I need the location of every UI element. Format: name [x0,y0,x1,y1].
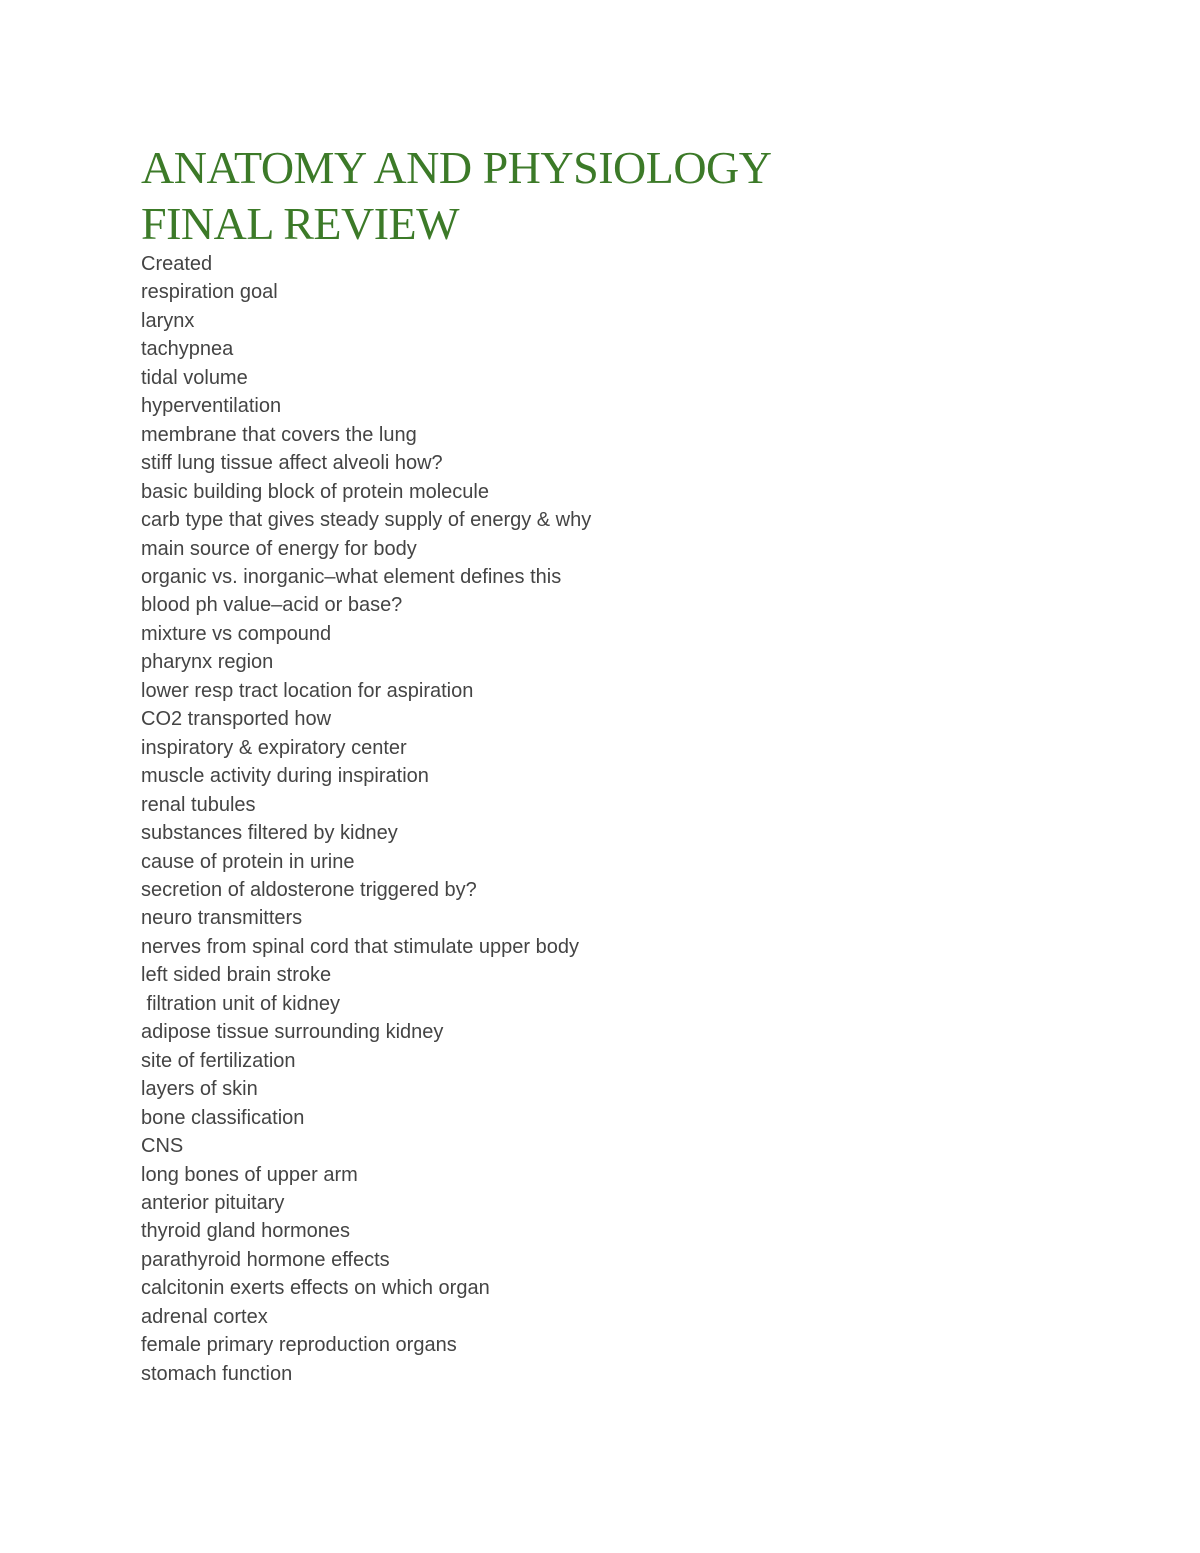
review-topic-list [141,250,1041,1388]
review-topic-item: blood ph value–acid or base? [141,594,403,617]
review-topic-item: tidal volume [141,366,248,389]
document-title [141,140,1041,252]
review-topic-item: adrenal cortex [141,1305,268,1328]
review-topic-item: stomach function [141,1362,293,1385]
review-topic-item: long bones of upper arm [141,1163,358,1186]
review-topic-item: pharynx region [141,651,274,674]
review-topic-item: site of fertilization [141,1049,296,1072]
review-topic-item: larynx [141,309,195,332]
review-topic-item: layers of skin [141,1078,258,1101]
review-topic-item: basic building block of protein molecule [141,480,489,503]
review-topic-item: female primary reproduction organs [141,1334,457,1357]
review-topic-item: adipose tissue surrounding kidney [141,1021,444,1044]
review-topic-item: lower resp tract location for aspiration [141,679,474,702]
review-topic-item: neuro transmitters [141,907,303,930]
review-topic-item: CNS [141,1135,184,1158]
review-topic-item: filtration unit of kidney [141,992,340,1015]
title-line-2: FINAL REVIEW [141,198,460,249]
review-topic-item: parathyroid hormone effects [141,1248,390,1271]
review-topic-item: bone classification [141,1106,305,1129]
review-topic-item: respiration goal [141,281,278,304]
review-topic-item: tachypnea [141,338,234,361]
review-topic-item: anterior pituitary [141,1191,285,1214]
review-topic-item: inspiratory & expiratory center [141,736,407,759]
review-topic-item: cause of protein in urine [141,850,355,873]
review-topic-item: mixture vs compound [141,622,332,645]
title-line-1: ANATOMY AND PHYSIOLOGY [141,142,772,193]
review-topic-item: substances filtered by kidney [141,822,398,845]
review-topic-item: thyroid gland hormones [141,1220,351,1243]
review-topic-item: membrane that covers the lung [141,423,417,446]
review-topic-item: main source of energy for body [141,537,417,560]
review-topic-item: hyperventilation [141,395,282,418]
review-topic-item: secretion of aldosterone triggered by? [141,878,477,901]
review-topic-item: CO2 transported how [141,708,332,731]
review-topic-item: stiff lung tissue affect alveoli how? [141,452,443,475]
review-topic-item: organic vs. inorganic–what element defines this [141,565,562,588]
review-topic-item: calcitonin exerts effects on which organ [141,1277,490,1300]
review-topic-item: carb type that gives steady supply of energy & why [141,509,592,532]
review-topic-item: muscle activity during inspiration [141,765,429,788]
created-label: Created [141,253,213,275]
review-topic-item: renal tubules [141,793,256,816]
review-topic-item: nerves from spinal cord that stimulate upper body [141,935,579,958]
review-topic-item: left sided brain stroke [141,964,332,987]
